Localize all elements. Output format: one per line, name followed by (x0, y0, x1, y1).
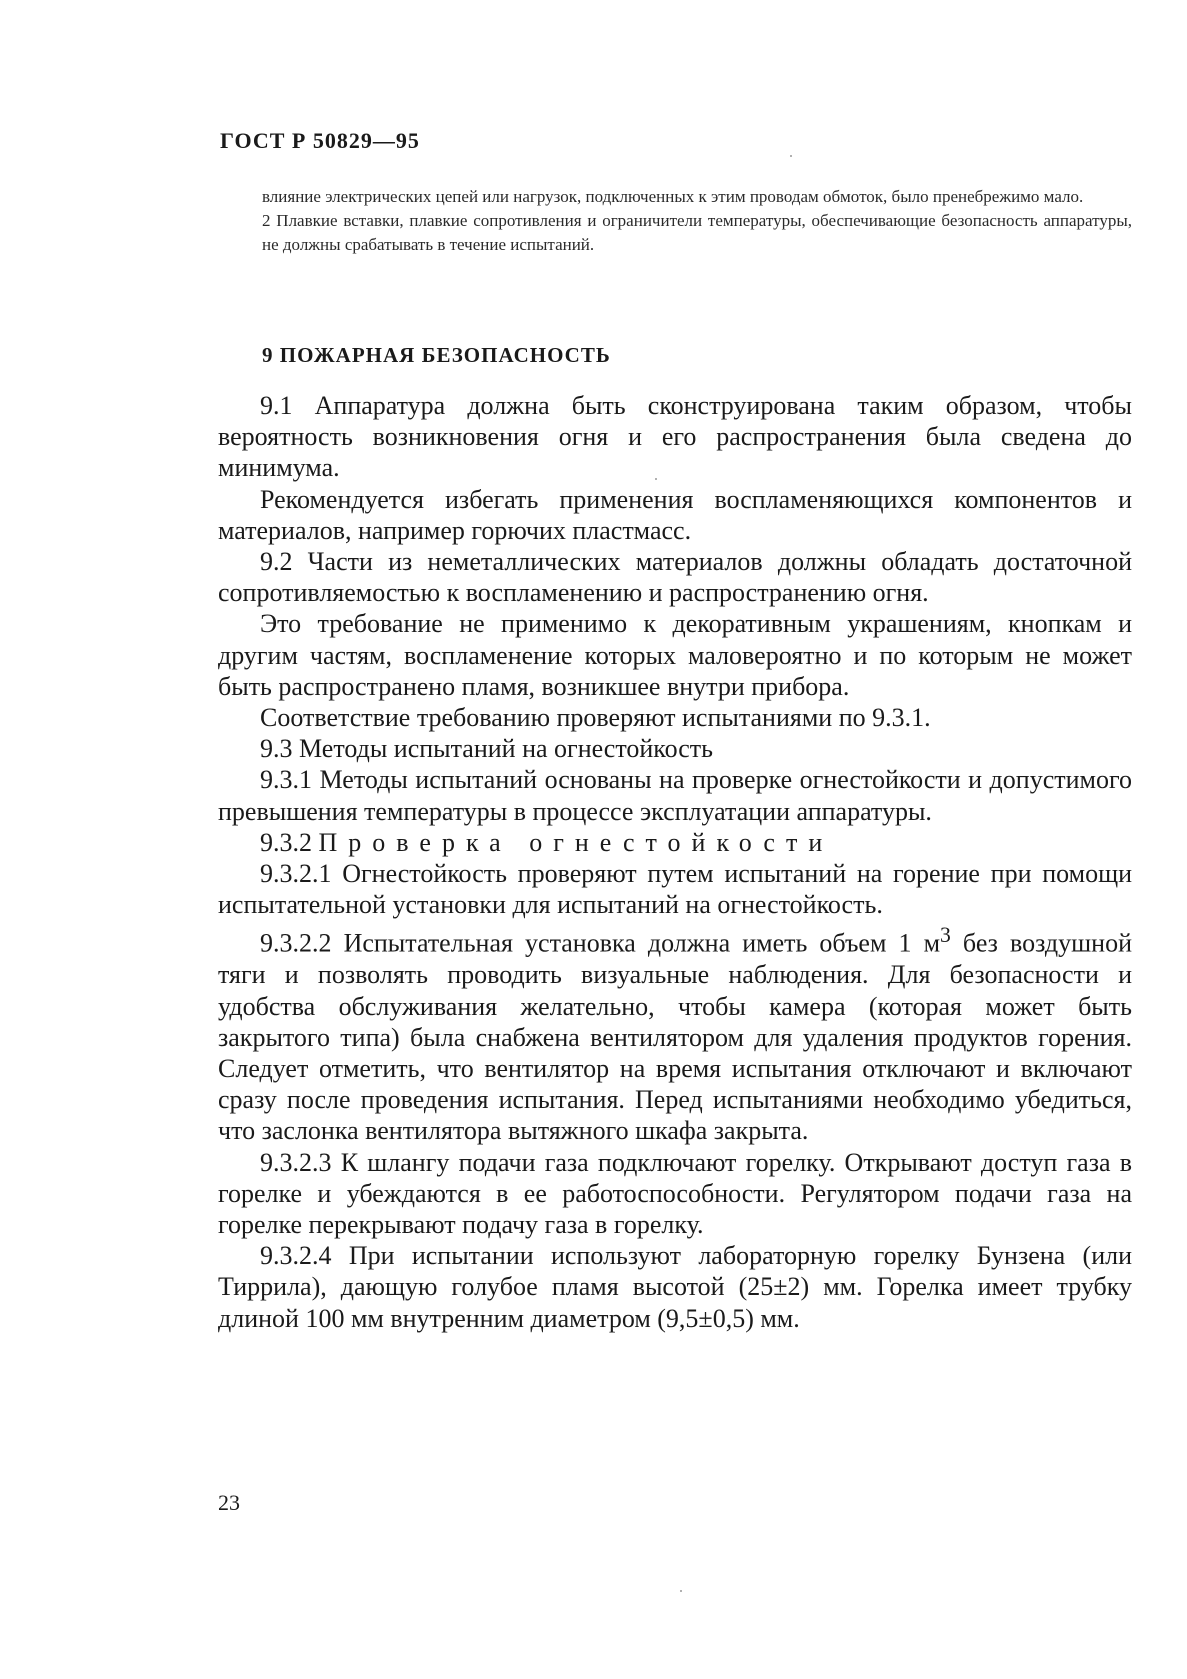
page-number: 23 (218, 1490, 240, 1515)
paragraph-9-2: 9.2 Части из неметаллических материалов должны обладать достаточной сопротивляемостью к воспламенению и распространению огня. (218, 547, 1132, 608)
notes-block (262, 185, 1132, 257)
paragraph-requirement-exception: Это требование не применимо к декоративным украшениям, кнопкам и другим частям, воспламенение которых маловероятно и по которым не может быть распространено пламя, возникшее внутри прибора. (218, 609, 1132, 701)
body-text (218, 390, 1132, 1334)
paragraph-9-3-2-2-end: без воздушной тяги и позволять проводить визуальные наблюдения. Для безопасности и удобства обслуживания желательно, чтобы камера (которая может быть закрытого типа) была снабжена вентилятором для удаления продуктов горения. Следует отметить, что вентилятор на время испытания отключают и включают сразу после проведения испытания. Перед испытаниями необходимо убедиться, что заслонка вентилятора вытяжного шкафа закрыта. (218, 929, 1132, 1146)
paragraph-compliance: Соответствие требованию проверяют испытаниями по 9.3.1. (260, 703, 931, 733)
paragraph-recommendation: Рекомендуется избегать применения воспламеняющихся компонентов и материалов, например горючих пластмасс. (218, 484, 1132, 545)
scan-speck (680, 1590, 682, 1592)
superscript-3: 3 (940, 923, 951, 948)
paragraph-9-3-2-number: 9.3.2 (260, 827, 312, 857)
note-paragraph: влияние электрических цепей или нагрузок, подключенных к этим проводам обмоток, было пренебрежимо мало. (262, 187, 1084, 206)
paragraph-9-3-2-4: 9.3.2.4 При испытании используют лабораторную горелку Бунзена (или Тиррила), дающую голубое пламя высотой (25±2) мм. Горелка имеет трубку длиной 100 мм внутренним диаметром (9,5±0,5) мм. (218, 1241, 1132, 1333)
paragraph-9-3-1: 9.3.1 Методы испытаний основаны на проверке огнестойкости и допустимого превышения температуры в процессе эксплуатации аппаратуры. (218, 765, 1132, 826)
section-title: 9 ПОЖАРНАЯ БЕЗОПАСНОСТЬ (262, 343, 611, 367)
note-paragraph: 2 Плавкие вставки, плавкие сопротивления и ограничители температуры, обеспечивающие безопасность аппаратуры, не должны срабатывать в течение испытаний. (262, 211, 1132, 254)
document-header: ГОСТ Р 50829—95 (220, 128, 420, 153)
paragraph-9-3-2-1: 9.3.2.1 Огнестойкость проверяют путем испытаний на горение при помощи испытательной установки для испытаний на огнестойкость. (218, 859, 1132, 920)
paragraph-9-3-2-2 (218, 920, 1132, 1146)
paragraph-9-3-2-3: 9.3.2.3 К шлангу подачи газа подключают горелку. Открывают доступ газа в горелке и убеждаются в ее работоспособности. Регулятором подачи газа на горелке перекрывают подачу газа в горелку. (218, 1147, 1132, 1239)
paragraph-9-3-2 (218, 827, 1132, 858)
paragraph-9-3-2-2-start: 9.3.2.2 Испытательная установка должна иметь объем 1 м (260, 929, 941, 959)
paragraph-9-1: 9.1 Аппаратура должна быть сконструирована таким образом, чтобы вероятность возникновения огня и его распространения была сведена до минимума. (218, 391, 1132, 483)
paragraph-9-3: 9.3 Методы испытаний на огнестойкость (260, 734, 713, 764)
paragraph-9-3-2-title: Проверка огнестойкости (318, 827, 834, 857)
scan-speck (790, 155, 792, 157)
scan-speck (655, 478, 657, 480)
